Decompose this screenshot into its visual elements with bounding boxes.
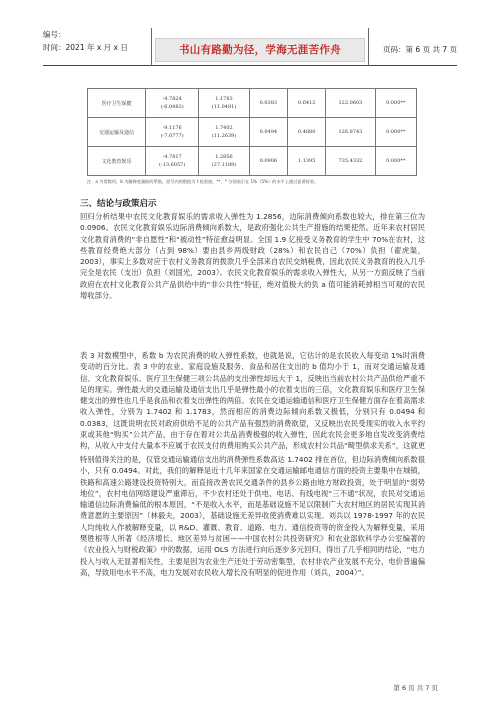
body-paragraph: 表 3 对数模型中，系数 b 为农民消费的收入弹性系数，也就是说，它估计的是农民收入每变动 1%时消费变动的百分比。表 3 中的农业、家庭设施及服务、食品和居住支出的 b 值均小于 1，而对交通运输及通信、文化教育娱乐、医疗卫生保健三项公共品的支出弹性却远大于 1，反映出当前农村公共产品供给严重不足的现实。弹性最大的交通运输及通信支出几乎是弹性最小的衣着支出的三倍，文化教育娱乐和医疗卫生保健支出的弹性也几乎是食品和衣着支出弹性的两倍。农民在交通运输通信和医疗卫生保健方面存在着高需求收入弹性，分别为 1.7402 和 1.1783，然而相应的消费边际倾向系数又极低，分别只有 0.0494 和 0.0383，这既说明农民对政府供给不足的公共产品有强烈的消费欲望，又反映出农民受现实的收入水平约束或其他“购买”公共产品，由于存在着对公共品消费极强的收入弹性，因此农民会更多地自发改变消费结构，从收入中支付大量本不应属于农民支付的费用购买公共产品，形成农村公共品“畸型供求关系”，这就更 — [80, 351, 425, 451]
coef-b-cell — [199, 118, 249, 147]
table-note: 注：a 为常数项，b 为解释变量前的系数，括号内的数值为 t 检验值，**、* 分别表示在 1%（5%）的水平上通过显著检验。 — [87, 179, 319, 184]
header-meta — [43, 28, 153, 54]
coef-a-value: -4.7817 — [162, 154, 182, 160]
table-row — [88, 147, 417, 176]
coef-a-cell — [146, 89, 199, 118]
header-divider-left — [151, 28, 152, 66]
table-cell: 1.1395 — [288, 147, 326, 176]
coef-a-cell — [146, 147, 199, 176]
table-cell: 0.0494 — [249, 118, 287, 147]
header-motto: 书山有路勤为径，学海无涯苦作舟 — [155, 38, 365, 62]
row-label: 交通运输及通信 — [88, 118, 146, 147]
coef-a-value: -9.1176 — [162, 125, 182, 131]
coef-b-value: 1.7402 — [215, 125, 233, 131]
coef-a-cell — [146, 118, 199, 147]
row-label: 医疗卫生保健 — [88, 89, 146, 118]
table-row — [88, 118, 417, 147]
section-title: 三、结论与政策启示 — [80, 199, 157, 209]
regression-table — [87, 88, 417, 176]
coef-b-t: (27.1189) — [211, 162, 237, 168]
coef-b-t: (11.0481) — [211, 104, 237, 110]
body-paragraph: 回归分析结果中农民文化教育娱乐的需求收入弹性为 1.2856，边际消费倾向系数也较大，排在第三位为 0.0906。农民文化教育娱乐边际消费倾向系数大，是政府强化公共生产措施的结果使然。近年来农村居民文化教育消费的“非自愿性”和“被动性”特征愈益明显。全国 1.9 亿接受义务教育的学生中 70%在农村，这些教育经费绝大部分（占到 98%）要由县乡两级财政（28%）和农民自己（70%）负担（翟虎渠，2003），事实上多数对应于农村义务教育的拨款几乎全部来自农民交纳税费，因此农民义务教育的投入几乎完全是农民（支出）负担（刘国光，2003）。农民文化教育娱乐的需求收入弹性大，从另一方面反映了当前政府在农村文化教育公共产品供给中的“非公共性”特征，绝对值极大的负 a 值可能消耗掉相当可观的农民增收部分。 — [80, 212, 425, 301]
table-cell: 0.000** — [375, 118, 416, 147]
coef-a-t: (-7.0777) — [160, 133, 184, 139]
header-page-label: 页码：第 6 页 共 7 页 — [383, 45, 457, 54]
table-cell: 126.8743 — [326, 118, 375, 147]
coef-a-value: -4.7824 — [162, 96, 182, 102]
coef-b-value: 1.1783 — [215, 96, 233, 102]
table-cell: 0.6412 — [288, 89, 326, 118]
document-time-label: 时间：2021 年 x 月 x 日 — [43, 43, 128, 52]
coef-a-t: (-6.0483) — [160, 104, 184, 110]
row-label: 文化教育娱乐 — [88, 147, 146, 176]
table-cell: 735.4332 — [326, 147, 375, 176]
document-number-label: 编号： — [43, 30, 66, 39]
table-cell: 0.0906 — [249, 147, 287, 176]
body-paragraph: 特别值得关注的是，仅管交通运输通信支出的消费弹性系数高达 1.7402 排在首位，但边际消费倾向系数很小，只有 0.0494。对此，我们的解释是近十几年来国家在交通运输邮电通信方面的投资主要集中在城镇，铁路和高速公路建设投资特别大，而直接改善农民交通条件的县乡公路由地方财政投资，处于明显的“弱势地位”，农村电信网络建设严重滞后，不少农村还处于供电、电话、有线电视“三不通”状况，农民对交通运输通信边际消费偏低的根本原因，“不是收入水平，而是基础设施不足以限制广大农村地区的居民实现其消费意愿的主要原因”（林毅夫，2003），基础设施无差异收使消费难以实现。刘兵以 1978-1997 年的农民人均纯收入作被解释变量，以 R&D、灌溉、教育、道路、电力、通信投资等的资金投入为解释变量，采用樊胜根等人所著《经济增长、地区差异与贫困——中国农村公共投资研究》和农业部软科学办公室编著的《农业投入与财税政策》中的数据，运用 OLS 方法进行向后逐步多元回归，得出了几乎相同的结论，“电力投入与收入无显著相关性，主要是因为农业生产还处于劳动密集型，农村非农产业发展不充分，电价普遍偏高，导致用电水平不高，电力发展对农民收入增长没有明显的促进作用（刘兵，2004）”。 — [80, 455, 425, 577]
header-divider-right — [368, 28, 369, 66]
table-cell: 0.4880 — [288, 118, 326, 147]
coef-b-value: 1.2856 — [215, 154, 233, 160]
table-cell: 122.0603 — [326, 89, 375, 118]
page-number: 第 6 页 共 7 页 — [393, 684, 438, 692]
table-cell: 0.0383 — [249, 89, 287, 118]
table-cell: 0.000** — [375, 89, 416, 118]
table-cell: 0.000** — [375, 147, 416, 176]
coef-b-cell — [199, 89, 249, 118]
coef-b-cell — [199, 147, 249, 176]
coef-b-t: (11.2639) — [211, 133, 237, 139]
table-row — [88, 89, 417, 118]
coef-a-t: (-13.6057) — [159, 162, 186, 168]
page-header — [43, 28, 457, 66]
